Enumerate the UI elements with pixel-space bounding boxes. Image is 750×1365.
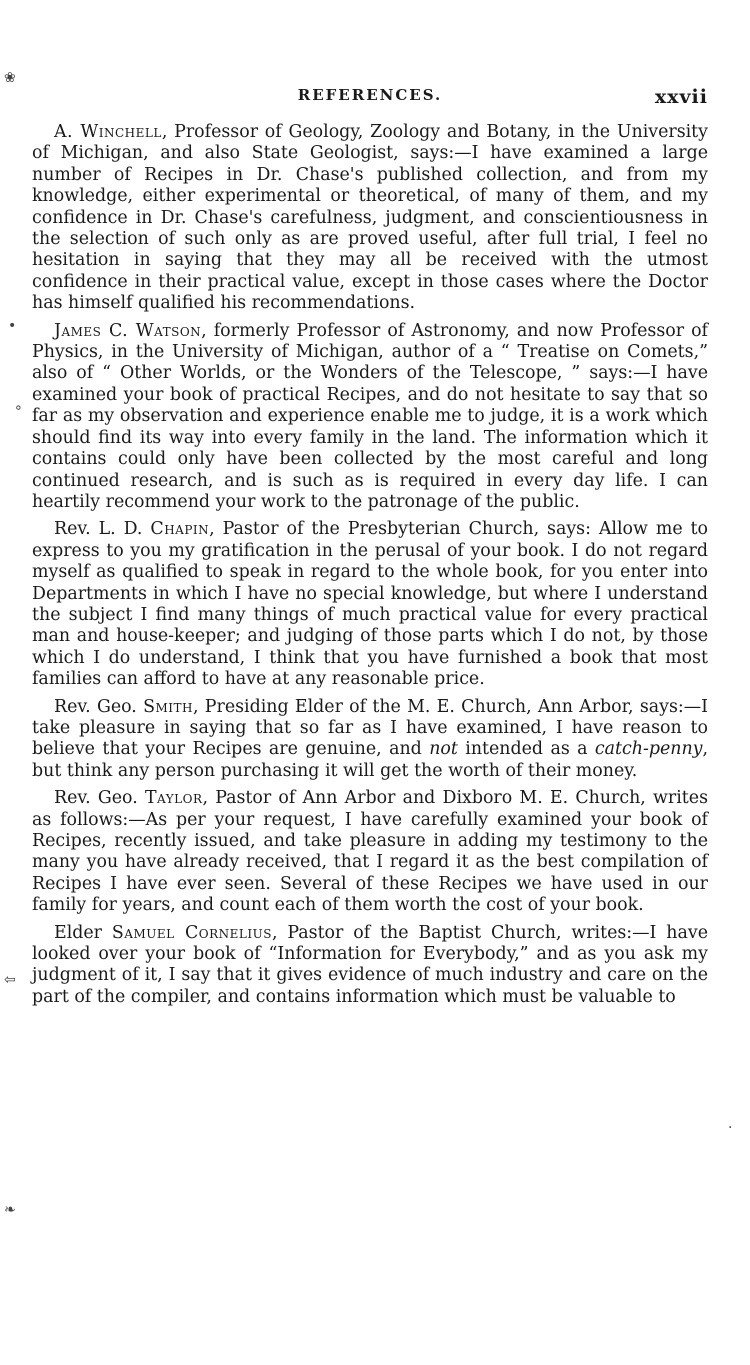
author-name: Smith <box>143 696 194 717</box>
page-body <box>32 122 708 1014</box>
testimonial-text: intended as a <box>457 739 595 760</box>
page-header <box>32 86 708 112</box>
testimonial-text: , but think any person purchasing it will get the worth of their money. <box>32 739 709 781</box>
testimonial-text: , Professor of Geology, Zoology and Botany, in the University of Michigan, and also State Geologist, says:—I have examined a large number of Recipes in Dr. Chase's published collection, and from my knowledge, either experimental or theoretical, of many of them, and my confidence in Dr. Chase's carefulness, judgment, and conscientiousness in the selection of such only as are proved useful, after full trial, I feel no hesitation in saying that they may all be received with the utmost confidence in their practical value, except in those cases where the Doctor has himself qualified his recommendations. <box>32 122 708 314</box>
testimonial-smith <box>32 697 708 783</box>
author-prefix: Rev. L. D. <box>54 519 151 540</box>
margin-mark-right-1: · <box>728 1120 733 1136</box>
page-number: xxvii <box>654 86 708 108</box>
testimonial-cornelius <box>32 923 708 1009</box>
emphasis-not: not <box>429 739 458 760</box>
testimonial-text: , formerly Professor of Astronomy, and now Professor of Physics, in the University of Michigan, author of a “ Treatise on Comets,” also of “ Other Worlds, or the Wonders of the Telescope, ” says:—I have examined your book of practical Recipes, and do not hesitate to say that so far as my observation and experience enable me to judge, it is a work which should find its way into every family in the land. The information which it contains could only have been collected by the most careful and long continued research, and is such as is required in every day life. I can heartily recommend your work to the patronage of the public. <box>32 320 708 512</box>
author-name: James C. Watson <box>54 320 202 341</box>
author-prefix: Rev. Geo. <box>54 788 145 809</box>
margin-mark-left-2: ∘ <box>14 400 23 416</box>
author-prefix: Elder <box>54 922 112 943</box>
testimonial-watson <box>32 321 708 514</box>
testimonial-text: , Pastor of Ann Arbor and Dixboro M. E. Church, writes as follows:—As per your request, I have carefully examined your book of Recipes, recently issued, and take pleasure in adding my testimony to the many you have already received, that I regard it as the best compilation of Recipes I have ever seen. Several of these Recipes we have used in our family for years, and count each of them worth the cost of your book. <box>32 788 708 916</box>
author-name: A. Winchell <box>54 122 162 142</box>
author-name: Chapin <box>150 519 210 540</box>
emphasis-catch-penny: catch-penny <box>594 739 703 760</box>
author-name: Taylor <box>144 788 203 809</box>
testimonial-taylor <box>32 788 708 916</box>
testimonial-winchell <box>32 122 708 315</box>
running-head: REFERENCES. <box>297 86 443 104</box>
testimonial-chapin <box>32 519 708 690</box>
testimonial-text: , Pastor of the Presbyterian Church, says: Allow me to express to you my gratification in the perusal of your book. I do not regard myself as qualified to speak in regard to the whole book, for you enter into Departments in which I have no special knowledge, but where I understand the subject I find many things of much practical value for every practical man and house-keeper; and judging of those parts which I do not, by those which I do understand, I think that you have furnished a book that most families can afford to have at any reasonable price. <box>32 519 708 690</box>
margin-mark-left-1: • <box>8 318 17 334</box>
testimonial-text: , Pastor of the Baptist Church, writes:—I have looked over your book of “Information for Everybody,” and as you ask my judgment of it, I say that it gives evidence of much industry and care on the part of the compiler, and contains information which must be valuable to <box>32 922 708 1007</box>
margin-mark-left-3: ⇦ <box>4 972 16 988</box>
testimonial-text: , Presiding Elder of the M. E. Church, Ann Arbor, says:—I take pleasure in saying that so far as I have examined, I have reason to believe that your Recipes are genuine, and <box>32 696 708 760</box>
margin-mark-top-left: ❀ <box>4 70 16 86</box>
author-name: Samuel Cornelius <box>111 922 272 943</box>
margin-mark-left-4: ❧ <box>4 1202 16 1218</box>
author-prefix: Rev. Geo. <box>54 696 144 717</box>
